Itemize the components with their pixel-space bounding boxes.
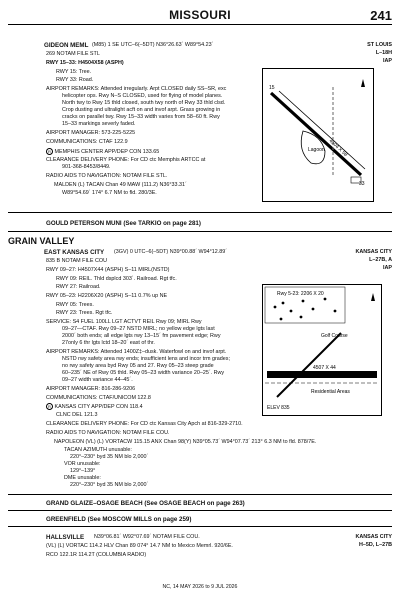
page-number: 241 <box>370 8 392 23</box>
runway-number: 33 <box>359 181 365 187</box>
gv-line: CLNC DEL 121.3 <box>56 412 98 418</box>
gv-line: 220°–230° byd 35 NM blo 2,000´ <box>70 454 149 460</box>
remarks-line: North twy to Rwy 15 thld closed, south twy north of Rwy 33 thld clsd. <box>62 100 226 106</box>
airport-manager: AIRPORT MANAGER: 573-225-5225 <box>46 130 136 136</box>
iap-label: IAP <box>383 265 392 271</box>
chart-ref: L–18H <box>375 50 392 56</box>
cross-reference: GREENFIELD (See MOSCOW MILLS on page 259) <box>46 516 192 523</box>
gv-line: RWY 23: Trees. Rgt tfc. <box>56 310 113 316</box>
airport-name: GIDEON MEML <box>44 42 89 49</box>
gv-line: R KANSAS CITY APP/DEP CON 118.4 <box>46 403 143 411</box>
divider <box>8 494 392 495</box>
divider <box>8 231 392 232</box>
lagoon-label: Lagoon <box>308 147 325 153</box>
state-title: MISSOURI <box>169 8 231 22</box>
clearance-delivery: CLEARANCE DELIVERY PHONE: For CD ctc Memphis ARTCC at <box>46 157 206 163</box>
runway-dimension-label: 4507 X 44 <box>313 365 336 371</box>
navaid: W89°54.69´ 174° 6.7 NM to fld. 280/3E. <box>62 190 157 196</box>
gv-line: 129°–139° <box>70 468 96 474</box>
rco-info: RCO 122.1R 114.2T (COLUMBIA RADIO) <box>46 552 147 558</box>
vortac-info: (VL) (L) VORTAC 114.2 HLV Chan 89 074° 14.7 NM to Mexico Memrl. 920/6E. <box>46 543 233 549</box>
gv-line: VOR unusable: <box>64 461 101 467</box>
gv-line: 09–27 width variance 44–45´. <box>62 377 133 383</box>
cross-reference: GOULD PETERSON MUNI (See TARKIO on page 281) <box>46 220 201 227</box>
gv-line: 220°–230° byd 35 NM blo 2,000´ <box>70 482 149 488</box>
airport-name: EAST KANSAS CITY <box>44 249 105 256</box>
communications: COMMUNICATIONS: CTAF 122.9 <box>46 139 128 145</box>
gv-line: RWY 05: Trees. <box>56 302 94 308</box>
gv-line: RWY 27: Railroad. <box>56 284 101 290</box>
clearance-delivery: 901-368-8453/8449. <box>62 164 111 170</box>
gv-line: DME unusable: <box>64 475 101 481</box>
gv-line: 27only 6 thr lgts lctd 18–20´ east of thr. <box>62 340 155 346</box>
airport-location: N39°06.81´ W92°07.69´ NOTAM FILE COU. <box>94 534 200 540</box>
radar-icon: R <box>46 148 53 155</box>
gv-line: 60–235´ NE of Rwy 05 thld. Rwy 05–23 width variance 20–25´. Rwy <box>62 370 225 376</box>
elevation-label: ELEV 835 <box>267 405 290 411</box>
region-label: KANSAS CITY <box>355 534 392 540</box>
gv-line: AIRPORT REMARKS: Attended 1400Z‡–dusk. Waterfowl on and invof arpt. <box>46 349 227 355</box>
radio-aids: RADIO AIDS TO NAVIGATION: NOTAM FILE STL. <box>46 173 168 179</box>
gv-line: CLEARANCE DELIVERY PHONE: For CD ctc Kansas City Apch at 816-329-2710. <box>46 421 243 427</box>
airport-location: (M85) 1 SE UTC–6(–5DT) N36°26.63´ W89°54.23´ <box>92 42 214 48</box>
effective-dates-footer: NC, 14 MAY 2026 to 9 JUL 2026 <box>162 584 238 590</box>
remarks-line: cracks on parallel twy. Rwy 15–33 width varies from 58–60 ft. Rwy <box>62 114 220 120</box>
chart-ref: L–27B, A <box>369 257 392 263</box>
gv-line: RWY 09: REIL. Thld dsplcd 303´. Railroad. Rgt tfc. <box>56 276 177 282</box>
divider <box>8 510 392 511</box>
navaid: MALDEN (L) TACAN Chan 49 MAW (111.2) N36°33.31´ <box>54 182 187 188</box>
airport-location: (3GV) 0 UTC–6(–5DT) N39°00.88´ W94°12.89´ <box>114 249 228 255</box>
golf-course-label: Golf Course <box>321 333 348 339</box>
city-heading: GRAIN VALLEY <box>8 236 75 246</box>
gv-line: NSTD rwy safety area rwy ends; insufficient lens and incor trm grades; <box>62 356 230 362</box>
region-label: KANSAS CITY <box>355 249 392 255</box>
radar-icon: R <box>46 403 53 410</box>
remarks-line: helicopter ops. Rwy N–S CLOSED, used for flying of model planes. <box>62 93 223 99</box>
chart-ref: H–5D, L–27B <box>359 542 392 548</box>
remarks-line: Crop dusting and ultralight acft on and invof arpt. Grass growing in <box>62 107 221 113</box>
residential-label: Residential Areas <box>311 389 350 395</box>
runway-dimension-label: 4504 X 58 <box>327 138 349 159</box>
gv-line: no rwy safety area byd Rwy 05 and 27. Rwy 05–23 steep grade <box>62 363 214 369</box>
gv-line: TACAN AZIMUTH unusable: <box>64 447 132 453</box>
runway-end-info: RWY 33: Road. <box>56 77 94 83</box>
runway-end-info: RWY 15: Tree. <box>56 69 92 75</box>
gv-line: COMMUNICATIONS: CTAF/UNICOM 122.8 <box>46 395 151 401</box>
region-label: ST LOUIS <box>367 42 392 48</box>
airport-elevation: 835 B NOTAM FILE COU <box>46 258 108 264</box>
gv-line: 09–27—CTAF. Rwy 09–27 NSTD MIRL; no yellow edge lgts last <box>62 326 215 332</box>
divider <box>8 526 392 527</box>
airport-diagram <box>262 68 374 202</box>
gv-line: RWY 09–27: H4507X44 (ASPH) S–11 MIRL(NSTD) <box>46 267 170 273</box>
gv-line: SERVICE: S4 FUEL 100LL LGT ACTVT REIL Rwy 09; MIRL Rwy <box>46 319 202 325</box>
iap-label: IAP <box>383 58 392 64</box>
gv-line: RADIO AIDS TO NAVIGATION: NOTAM FILE COU. <box>46 430 170 436</box>
remarks-line: AIRPORT REMARKS: Attended irregularly. Arpt CLOSED daily SS–SR, exc <box>46 86 227 92</box>
gv-line: RWY 05–23: H2206X20 (ASPH) S–11 0.7% up NE <box>46 293 168 299</box>
airport-elevation: 269 NOTAM FILE STL <box>46 51 100 57</box>
gv-line: 2000´ both ends; all edge lgts rwy 13–15´ fm pavement edge; Rwy <box>62 333 221 339</box>
runway-diagram-svg <box>263 285 381 415</box>
airport-diagram <box>262 284 382 416</box>
cross-reference: GRAND GLAIZE–OSAGE BEACH (See OSAGE BEACH on page 263) <box>46 500 245 507</box>
gv-line: AIRPORT MANAGER: 816-286-9206 <box>46 386 136 392</box>
approach-control: R MEMPHIS CENTER APP/DEP CON 133.65 <box>46 148 159 156</box>
remarks-line: 15–33 markings severly faded. <box>62 121 136 127</box>
divider <box>8 212 392 213</box>
gv-line: NAPOLEON (VL) (L) VORTACW 115.15 ANX Chan 98(Y) N39°05.73´ W94°07.73´ 213° 6.3 NM to fld. 878/7E. <box>54 439 317 445</box>
page-header <box>8 8 392 25</box>
runway-dimension-label: Rwy 5-23: 2206 X 20 <box>277 291 324 297</box>
airport-name: HALLSVILLE <box>46 534 85 541</box>
runway-number: 15 <box>269 85 275 91</box>
runway-diagram-svg <box>263 69 373 201</box>
runway-info: RWY 15–33: H4504X58 (ASPH) <box>46 60 124 66</box>
